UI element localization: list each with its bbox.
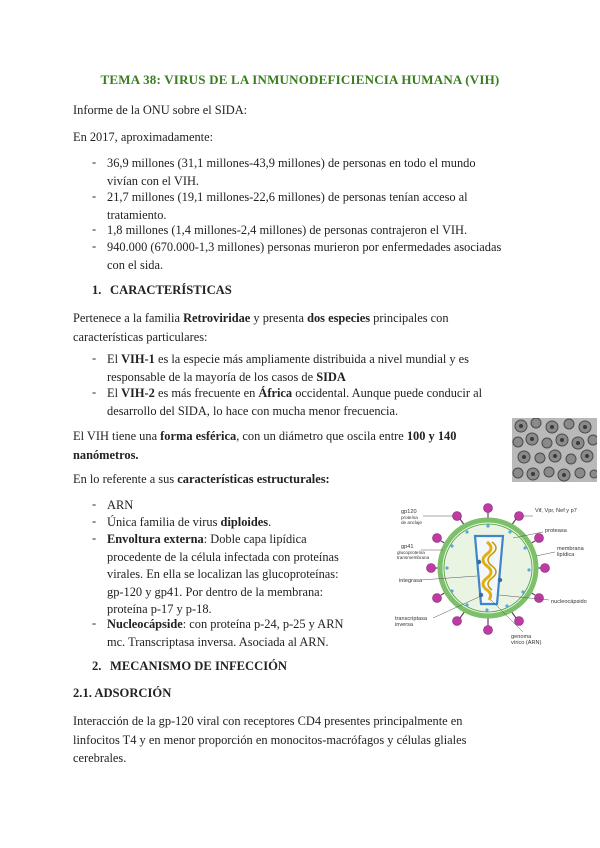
adsorption-paragraph: Interacción de la gp-120 viral con receptores CD4 presentes principalmente en linfocitos T4 y en menor proporción en monocitos-macrófagos y células gliales cerebrales. — [73, 714, 467, 765]
bullet-dash: - — [92, 351, 97, 365]
bullet-dash: - — [92, 189, 97, 203]
list-item: 36,9 millones (31,1 millones-43,9 millones) de personas en todo el mundo vivían con el VIH. — [107, 156, 476, 188]
bullet-dash: - — [92, 514, 97, 528]
svg-text:lipídica: lipídica — [557, 552, 575, 558]
label-transcriptasa: transcriptasa — [395, 616, 428, 622]
list-item: 21,7 millones (19,1 millones-22,6 millones) de personas tenían acceso al tratamiento. — [107, 190, 468, 222]
bullet-dash: - — [92, 531, 97, 545]
section-heading: 1. CARACTERÍSTICAS — [92, 283, 232, 297]
label-nucleocapsido: nucleocápsido — [551, 599, 587, 605]
list-item: Envoltura externa: Doble capa lipídica procedente de la célula infectada con proteínas virales. En ella se localizan las glucoproteínas: gp-120 y gp41. Por dentro de la membrana: proteína p-17 y p-18. — [107, 532, 339, 616]
structure-intro: En lo referente a sus características estructurales: — [73, 472, 330, 486]
label-proteasa: proteasa — [545, 528, 567, 534]
list-item: Nucleocápside: con proteína p-24, p-25 y ARN mc. Transcriptasa inversa. Asociada al ARN. — [107, 617, 344, 649]
list-item: 1,8 millones (1,4 millones-2,4 millones) de personas contrajeron el VIH. — [107, 223, 468, 237]
bullet-dash: - — [92, 222, 97, 236]
family-paragraph: Pertenece a la familia Retroviridae y presenta dos especies principales con características particulares: — [73, 311, 449, 344]
svg-text:transmembrana: transmembrana — [397, 555, 430, 560]
hiv-structure-diagram — [383, 500, 598, 650]
svg-text:glucoproteína: glucoproteína — [397, 550, 425, 555]
bullet-dash: - — [92, 497, 97, 511]
label-vif: Vif, Vpr, Nef y p7 — [535, 508, 577, 514]
report-line: Informe de la ONU sobre el SIDA: — [73, 103, 248, 117]
list-item: Única familia de virus diploides. — [107, 515, 272, 529]
subsection-heading: 2.1. ADSORCIÓN — [73, 686, 172, 700]
label-gp120: gp120 — [401, 509, 417, 515]
year-line: En 2017, aproximadamente: — [73, 130, 214, 144]
label-genoma: genoma — [511, 634, 532, 640]
bullet-dash: - — [92, 616, 97, 630]
list-item: El VIH-1 es la especie más ampliamente distribuida a nivel mundial y es responsable de la mayoría de los casos de SIDA — [107, 352, 469, 384]
list-item: 940.000 (670.000-1,3 millones) personas murieron por enfermedades asociadas con el sida. — [107, 240, 502, 272]
bullet-dash: - — [92, 155, 97, 169]
page-title: TEMA 38: VIRUS DE LA INMUNODEFICIENCIA HUMANA (VIH) — [100, 72, 500, 87]
section-heading: 2. MECANISMO DE INFECCIÓN — [92, 659, 288, 673]
label-membrana: membrana — [557, 546, 584, 552]
list-item: El VIH-2 es más frecuente en África occidental. Aunque puede conducir al desarrollo del SIDA, lo hace con mucha menor frecuencia. — [107, 386, 483, 418]
bullet-dash: - — [92, 385, 97, 399]
shape-paragraph: El VIH tiene una forma esférica, con un diámetro que oscila entre 100 y 140 nanómetros. — [73, 429, 457, 462]
svg-text:vírico (ARN): vírico (ARN) — [511, 640, 542, 646]
svg-text:proteína: proteína — [401, 515, 418, 520]
label-gp41: gp41 — [401, 544, 414, 550]
label-integrasa: integrasa — [399, 578, 423, 584]
virion — [427, 504, 550, 635]
list-item: ARN — [107, 498, 134, 512]
bullet-dash: - — [92, 239, 97, 253]
svg-text:de anclaje: de anclaje — [401, 520, 422, 525]
micrograph-image — [512, 418, 597, 482]
svg-text:inversa: inversa — [395, 622, 414, 628]
